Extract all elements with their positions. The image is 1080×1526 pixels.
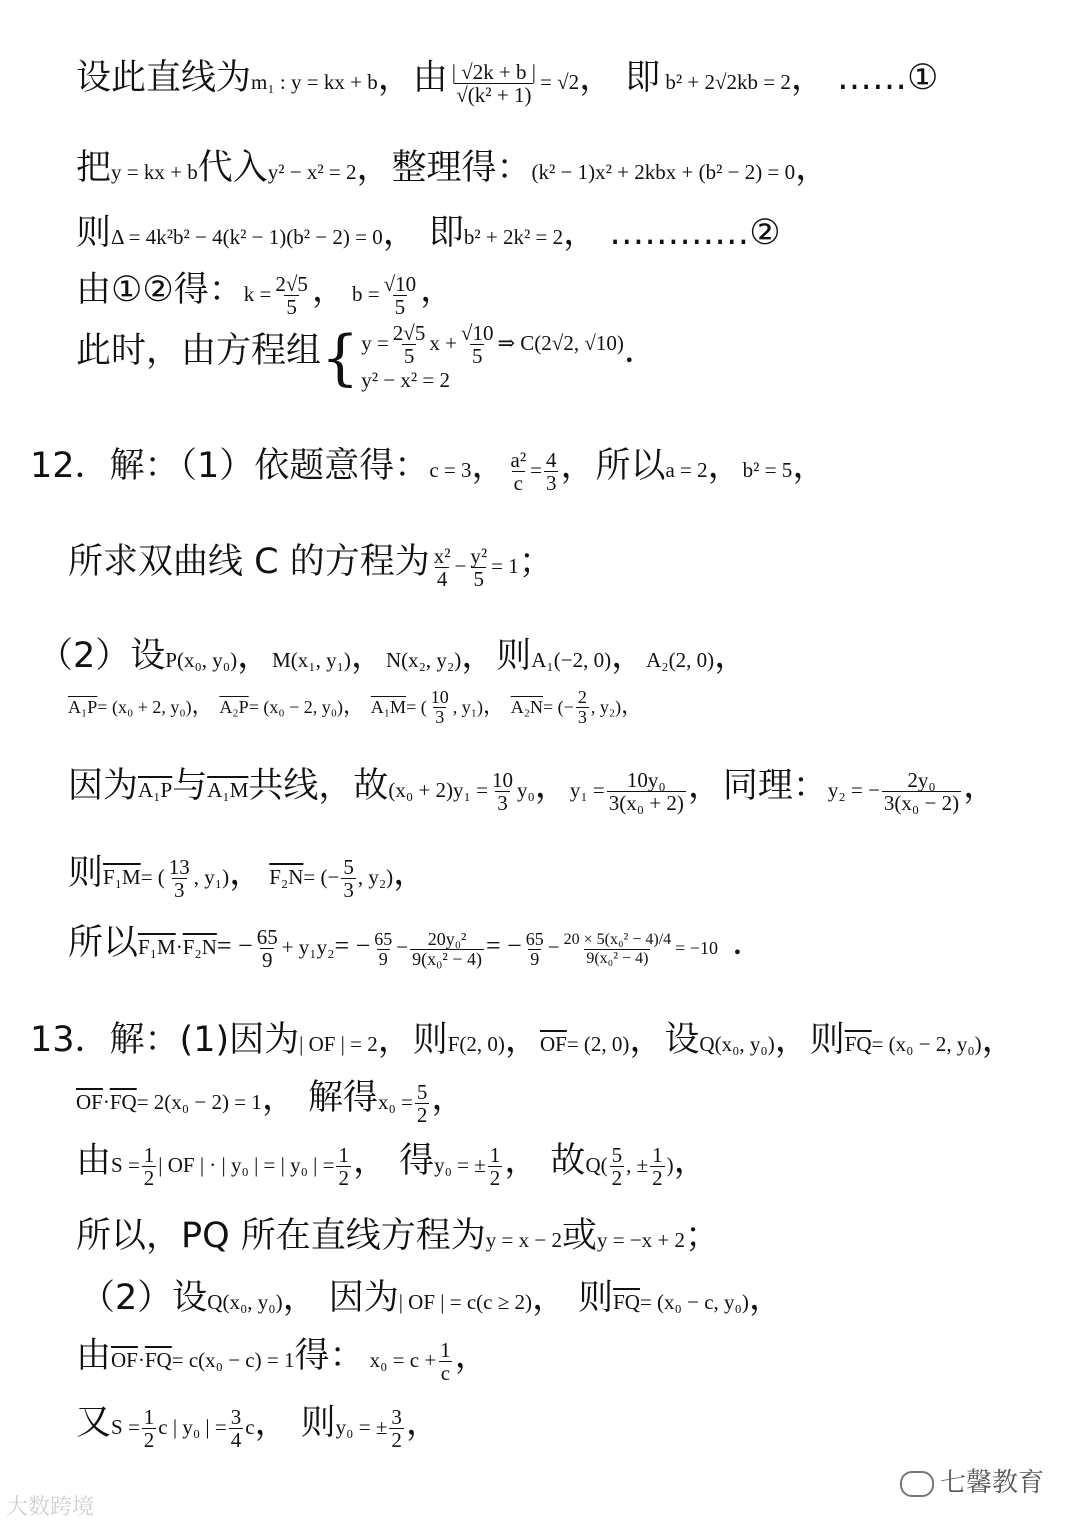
vector: A₁M [207, 778, 249, 802]
fraction: $\frac{\text{10y₀}}{\text{3(x₀ + 2)}}$ [608, 768, 684, 816]
text: ； [685, 1216, 721, 1256]
vector: A₂P [219, 696, 249, 717]
line-8 [38, 628, 749, 678]
equation: S = [111, 1415, 140, 1439]
vector: F₁M [103, 865, 141, 889]
text: 所以 [68, 923, 139, 963]
equation: Q( [585, 1153, 608, 1177]
text: ，则 [377, 1020, 448, 1060]
equation: y₂ = − [827, 778, 880, 802]
equation: x₀ = [377, 1090, 413, 1114]
text: ， [420, 270, 456, 310]
vector: $\overline{FQ}$ [144, 1348, 172, 1372]
vector: A₁M [370, 696, 407, 717]
fraction: $\frac{10}{3}$ [491, 768, 513, 816]
fraction: $\frac{\text{y²}}{5}$ [470, 544, 488, 592]
text: ， [471, 446, 507, 486]
equation: · [175, 935, 183, 959]
equation: = (x₀ − 2, y₀) [871, 1032, 982, 1056]
text: ， [350, 636, 386, 676]
text: 得： [294, 1336, 365, 1376]
vector: F₁M [138, 935, 176, 959]
equation: = ( [140, 865, 165, 889]
text: ， [795, 148, 831, 188]
text: 则 [76, 213, 112, 253]
vector: A₂N [510, 696, 544, 717]
text: 所求双曲线 C 的方程为 [68, 542, 430, 582]
equation: = (x₀ − 2, y₀) [248, 696, 344, 717]
text: （2）设 [38, 636, 166, 676]
equation: A₂(2, 0) [646, 648, 715, 672]
text: 所以，PQ 所在直线方程为 [76, 1216, 486, 1256]
line-18 [76, 1328, 490, 1386]
equation: A₁(−2, 0) [531, 648, 612, 672]
text: ， [611, 636, 647, 676]
equation: (k² − 1)x² + 2kbx + (b² − 2) = 0 [531, 160, 796, 184]
equation: + y₁y₂ [281, 935, 335, 959]
vector: $\overline{OF}$ [111, 1348, 138, 1372]
text: 则 [68, 853, 104, 893]
equation: F(2, 0) [447, 1032, 505, 1056]
text: 与 [172, 766, 208, 806]
vector: A₁P [68, 696, 98, 717]
equation: = [530, 458, 542, 482]
text: ， 则 [254, 1403, 336, 1443]
equation: y = kx + b [111, 160, 198, 184]
text: ， [237, 636, 273, 676]
vector: A₁P [138, 778, 173, 802]
equation: b² + 2√2kb = 2 [665, 70, 791, 94]
line-12 [68, 915, 767, 973]
equation: = (2, 0) [566, 1032, 630, 1056]
equation: = −10 [675, 938, 718, 958]
text: ，则 [461, 636, 532, 676]
equation: b = [352, 282, 380, 306]
text: ， [191, 693, 214, 719]
text: 又 [76, 1403, 112, 1443]
fraction: $\frac{13}{3}$ [168, 855, 190, 903]
system-eq-1: y = $\frac{2√5}{5}$ x + $\frac{√10}{5}$ ⇒ C(2√2, √10) [361, 321, 624, 369]
equation-system [361, 322, 624, 393]
text: ， [405, 1403, 441, 1443]
fraction: $\frac{65}{9}$ [256, 925, 278, 973]
watermark-left [6, 1490, 94, 1521]
text: ， [792, 446, 828, 486]
equation: = − [216, 931, 253, 960]
vector: $\overline{FQ}$ [613, 1290, 640, 1314]
text: ， [707, 446, 743, 486]
fraction: $\frac{\text{a²}}{c}$ [510, 448, 527, 496]
vector: $\overline{OF}$ [76, 1090, 103, 1114]
fraction: $\frac{1}{c}$ [440, 1338, 451, 1386]
equation: P(x₀, y₀) [165, 648, 238, 672]
equation: · [102, 1090, 110, 1114]
equation: · [137, 1348, 145, 1372]
equation: − [396, 935, 409, 959]
line-6 [30, 438, 827, 496]
equation: , y₁) [452, 696, 483, 717]
equation: , y₂) [357, 865, 394, 889]
text: ． [623, 331, 659, 372]
equation: y₀ = ± [335, 1415, 388, 1439]
text: 由①②得： [76, 270, 244, 310]
watermark-left-text: 大数跨境 [6, 1495, 95, 1520]
equation: , ± [626, 1153, 649, 1177]
equation: y₁ = [569, 778, 605, 802]
line-9 [68, 688, 643, 728]
text: ，整理得： [356, 148, 532, 188]
equation: − [547, 935, 560, 959]
text: ， [504, 1020, 540, 1060]
fraction: $\frac{1}{2}$ [143, 1143, 155, 1191]
fraction: $\frac{1}{2}$ [338, 1143, 349, 1191]
text: ，所以 [560, 446, 666, 486]
fraction: $\frac{\text{20y₀²}}{\text{9(x₀² − 4)}}$ [412, 928, 482, 969]
equation: = − [485, 931, 522, 960]
fraction: $\frac{2}{3}$ [577, 687, 587, 727]
equation: = 2(x₀ − 2) = 1 [136, 1090, 262, 1114]
equation: y₀ [516, 778, 535, 802]
line-3 [76, 205, 781, 255]
fraction: $\frac{4}{3}$ [545, 448, 557, 496]
text: ， [311, 270, 347, 310]
equation: y = x − 2 [485, 1228, 562, 1252]
text: 12．解：（1）依题意得： [30, 446, 430, 486]
watermark-right-text: 七馨教育 [940, 1468, 1045, 1498]
equation: (x₀ + 2)y₁ = [388, 778, 488, 802]
line-1 [76, 50, 938, 108]
line-2 [76, 140, 830, 190]
fraction: $\frac{65}{9}$ [374, 928, 393, 969]
fraction: $\frac{1}{2}$ [143, 1405, 155, 1453]
text: 由 [76, 1141, 112, 1181]
equation: b² + 2k² = 2 [463, 225, 564, 249]
text: ， [483, 693, 506, 719]
text: ， [981, 1020, 1017, 1060]
fraction: $\frac{√10}{5}$ [460, 321, 494, 369]
vector: $\overline{FQ}$ [844, 1032, 872, 1056]
equation: S = [111, 1153, 140, 1177]
equation: , y₁) [193, 865, 230, 889]
equation: y² − x² = 2 [267, 160, 357, 184]
equation: a = 2 [665, 458, 708, 482]
fraction: $\frac{5}{2}$ [416, 1080, 428, 1128]
equation: , y₂) [590, 696, 622, 717]
text: ， 则 [531, 1278, 614, 1318]
equation: = ( [406, 696, 427, 717]
equation: = c(x₀ − c) = 1 [171, 1348, 295, 1372]
text: ，则 [774, 1020, 845, 1060]
wechat-icon [900, 1471, 934, 1497]
vector: F₂N [269, 865, 304, 889]
line-16 [76, 1208, 720, 1258]
text: ， 即 [579, 58, 661, 98]
fraction: $\frac{10}{3}$ [430, 687, 449, 727]
equation: y = −x + 2 [596, 1228, 686, 1252]
fraction: $\frac{5}{3}$ [343, 855, 354, 903]
equation: c [245, 1415, 255, 1439]
text: ， [343, 693, 366, 719]
fraction: $\frac{1}{2}$ [652, 1143, 663, 1191]
text: 由 [76, 1336, 112, 1376]
line-19 [76, 1395, 441, 1453]
equation: k = [243, 282, 272, 306]
text: ， [963, 766, 999, 806]
line-17 [80, 1270, 784, 1320]
line-4 [76, 262, 455, 320]
text: ， [748, 1278, 784, 1318]
text: 设此直线为 [76, 58, 252, 98]
equation: M(x₁, y₁) [272, 648, 351, 672]
equation: | OF | = c(c ≥ 2) [398, 1290, 532, 1314]
equation: = − [334, 931, 371, 960]
text: ， …………② [563, 213, 781, 253]
line-10 [68, 758, 998, 816]
line-14 [76, 1070, 466, 1128]
text: ， ……① [790, 58, 939, 98]
equation: c | y₀ | = [158, 1415, 227, 1439]
equation: y₀ = ± [434, 1153, 486, 1177]
text: 因为 [68, 766, 139, 806]
fraction: $\frac{√10}{5}$ [383, 272, 417, 320]
line-7 [68, 534, 554, 592]
fraction: $\frac{5}{2}$ [611, 1143, 623, 1191]
vector: F₂N [182, 935, 217, 959]
text: 此时，由方程组 [76, 331, 322, 372]
text: ， 因为 [282, 1278, 399, 1318]
vector: $\overline{FQ}$ [109, 1090, 137, 1114]
fraction: $\frac{3}{4}$ [230, 1405, 242, 1453]
text: ， 即 [382, 213, 464, 253]
equation: = (− [543, 696, 574, 717]
equation: ) [666, 1153, 674, 1177]
equation: Δ = 4k²b² − 4(k² − 1)(b² − 2) = 0 [111, 225, 383, 249]
text: ， [673, 1141, 709, 1181]
text: ， 得 [352, 1141, 435, 1181]
text: ，同理： [687, 766, 828, 806]
fraction: $\frac{2√5}{5}$ [392, 321, 426, 369]
text: ， [454, 1336, 490, 1376]
equation: m₁ : y = kx + b [251, 70, 378, 94]
line-11 [68, 845, 428, 903]
text: ， [229, 853, 265, 893]
text: ， 解得 [261, 1078, 378, 1118]
fraction: $\frac{2√5}{5}$ [275, 272, 308, 320]
text: ， [534, 766, 570, 806]
text: ， 故 [504, 1141, 586, 1181]
text: （2）设 [80, 1278, 208, 1318]
watermark-right [900, 1462, 1044, 1499]
fraction: $\frac{\text{x²}}{4}$ [433, 544, 451, 592]
equation: Q(x₀, y₀) [207, 1290, 283, 1314]
equation: = (− [303, 865, 340, 889]
system-eq-2: y² − x² = 2 [361, 368, 450, 393]
fraction: $\frac{1}{2}$ [489, 1143, 501, 1191]
equation: = (x₀ + 2, y₀) [97, 696, 192, 717]
text: 或 [561, 1216, 597, 1256]
text: ， [431, 1078, 467, 1118]
equation: c = 3 [429, 458, 472, 482]
fraction: $\frac{65}{9}$ [525, 928, 544, 969]
equation: − [454, 554, 467, 578]
equation: N(x₂, y₂) [385, 648, 462, 672]
fraction: $\frac{\text{2y₀}}{\text{3(x₀ − 2)}}$ [883, 768, 960, 816]
brace: { [321, 322, 360, 393]
equation: x₀ = c + [369, 1348, 437, 1372]
equation: b² = 5 [742, 458, 793, 482]
fraction: $\frac{3}{2}$ [391, 1405, 402, 1453]
text: ． [731, 923, 767, 963]
equation: | OF | · | y₀ | = | y₀ | = [158, 1153, 335, 1177]
vector: $\overline{OF}$ [539, 1032, 567, 1056]
equation: = 1 [491, 554, 519, 578]
text: ，设 [629, 1020, 700, 1060]
text: ， [621, 693, 644, 719]
text: ， [393, 853, 429, 893]
line-15 [76, 1133, 709, 1191]
fraction: $\frac{| √2k + b |}{\text{√(k² + 1)}}$ [451, 60, 536, 108]
equation: Q(x₀, y₀) [699, 1032, 775, 1056]
line-13 [30, 1012, 1017, 1062]
text: 13．解：(1)因为 [30, 1020, 300, 1060]
text: 共线，故 [248, 766, 389, 806]
text: 代入 [197, 148, 268, 188]
line-5 [76, 322, 659, 393]
text: ， [714, 636, 750, 676]
equation: | OF | = 2 [299, 1032, 378, 1056]
text: ，由 [377, 58, 448, 98]
fraction: $\frac{\text{20 × 5(x₀² − 4)/4}}{\text{9(x₀² − 4)}}$ [563, 930, 672, 967]
text: 把 [76, 148, 112, 188]
equation: = √2 [540, 70, 580, 94]
equation: = (x₀ − c, y₀) [639, 1290, 749, 1314]
text: ； [518, 542, 554, 582]
